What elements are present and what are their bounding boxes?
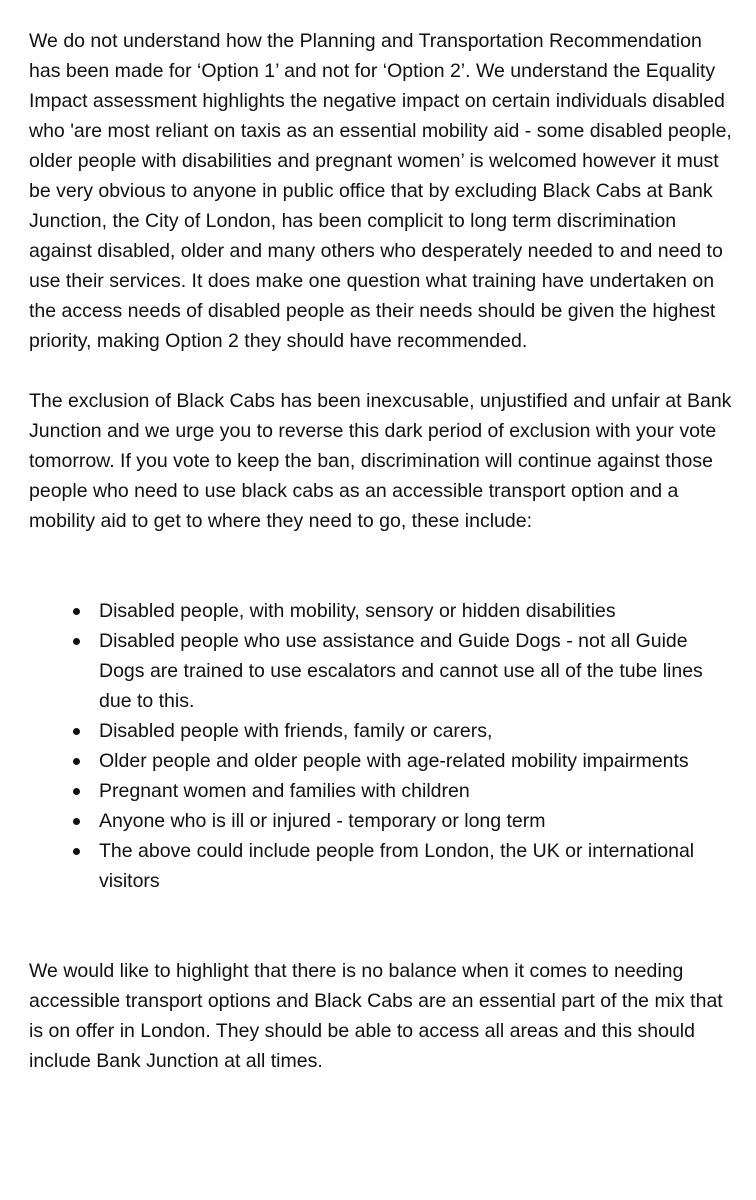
bullet-icon bbox=[73, 728, 80, 735]
list-item bbox=[29, 626, 736, 716]
affected-groups-list bbox=[29, 596, 736, 896]
list-item bbox=[29, 746, 736, 776]
bullet-icon bbox=[73, 788, 80, 795]
list-item-text: The above could include people from London, the UK or international visitors bbox=[99, 840, 695, 892]
list-item bbox=[29, 596, 736, 626]
list-item-text: Disabled people, with mobility, sensory or hidden disabilities bbox=[99, 600, 616, 622]
paragraph-exclusion: The exclusion of Black Cabs has been inexcusable, unjustified and unfair at Bank Junction and we urge you to reverse this dark period of exclusion with your vote tomorrow. If you vote to keep the ban, discrimination will continue against those people who need to use black cabs as an accessible transport option and a mobility aid to get to where they need to go, these include: bbox=[29, 390, 732, 532]
paragraph-conclusion: We would like to highlight that there is no balance when it comes to needing accessible transport options and Black Cabs are an essential part of the mix that is on offer in London. They should be able to access all areas and this should include Bank Junction at all times. bbox=[29, 960, 723, 1072]
bullet-icon bbox=[73, 848, 80, 855]
list-item-text: Disabled people with friends, family or carers, bbox=[99, 720, 493, 742]
list-item-text: Pregnant women and families with children bbox=[99, 780, 470, 802]
list-item-text: Disabled people who use assistance and Guide Dogs - not all Guide Dogs are trained to use escalators and cannot use all of the tube lines due to this. bbox=[99, 630, 703, 712]
list-item bbox=[29, 716, 736, 746]
paragraph-intro: We do not understand how the Planning and Transportation Recommendation has been made for ‘Option 1’ and not for ‘Option 2’. We understand the Equality Impact assessment highlights the negative impact on certain individuals disabled who 'are most reliant on taxis as an essential mobility aid - some disabled people, older people with disabilities and pregnant women’ is welcomed however it must be very obvious to anyone in public office that by excluding Black Cabs at Bank Junction, the City of London, has been complicit to long term discrimination against disabled, older and many others who desperately needed to and need to use their services. It does make one question what training have undertaken on the access needs of disabled people as their needs should be given the highest priority, making Option 2 they should have recommended. bbox=[29, 30, 732, 352]
list-item bbox=[29, 836, 736, 896]
bullet-icon bbox=[73, 638, 80, 645]
list-item bbox=[29, 776, 736, 806]
list-item bbox=[29, 806, 736, 836]
bullet-icon bbox=[73, 818, 80, 825]
bullet-icon bbox=[73, 758, 80, 765]
list-item-text: Older people and older people with age-related mobility impairments bbox=[99, 750, 689, 772]
list-item-text: Anyone who is ill or injured - temporary or long term bbox=[99, 810, 546, 832]
bullet-icon bbox=[73, 608, 80, 615]
